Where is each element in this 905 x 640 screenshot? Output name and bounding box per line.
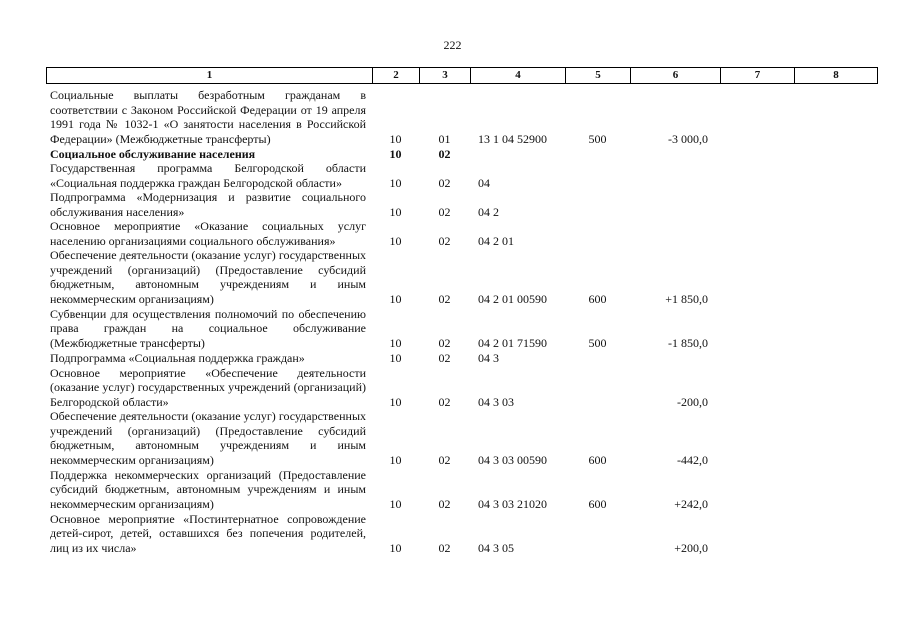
- row-subsection-code: 02: [438, 496, 451, 511]
- row-section-code: 10: [389, 540, 402, 555]
- row-col-8: [794, 219, 877, 248]
- row-subsection-code: 02: [438, 204, 451, 219]
- row-col-8: [794, 467, 877, 511]
- row-col-7: [720, 248, 794, 306]
- row-subsection-code: 02: [438, 394, 451, 409]
- column-header-8: 8: [795, 68, 878, 84]
- table-row: [46, 511, 877, 555]
- row-target-article-code: [470, 146, 565, 161]
- table-row: [46, 84, 877, 146]
- row-amount: +242,0: [674, 496, 708, 511]
- table-row: [46, 306, 877, 350]
- column-header-row: [47, 68, 878, 84]
- row-expense-type-code: [565, 161, 630, 190]
- row-col-8: [794, 306, 877, 350]
- row-col-7: [720, 306, 794, 350]
- row-subsection-code: 02: [438, 146, 451, 161]
- row-subsection-code: 02: [438, 175, 451, 190]
- row-section-code: 10: [389, 146, 402, 161]
- column-header-3: 3: [420, 68, 471, 84]
- row-expense-type-code: [565, 146, 630, 161]
- row-section-code: 10: [389, 131, 402, 146]
- row-col-8: [794, 161, 877, 190]
- row-expense-type-code: [565, 219, 630, 248]
- row-subsection-code: 02: [438, 291, 451, 306]
- row-col-7: [720, 350, 794, 365]
- table-row: [46, 161, 877, 190]
- row-col-8: [794, 146, 877, 161]
- row-expense-type-code: [565, 365, 630, 409]
- row-target-article-code: 04 3 03 21020: [478, 496, 547, 511]
- row-name: Социальное обслуживание населения: [50, 146, 256, 161]
- row-col-7: [720, 84, 794, 146]
- column-header-2: 2: [373, 68, 420, 84]
- row-section-code: 10: [389, 175, 402, 190]
- row-name: Основное мероприятие «Постинтернатное сопровождение детей-сирот, детей, оставшихся без попечения родителей, лиц из их числа»: [50, 511, 366, 555]
- row-name: Субвенции для осуществления полномочий по обеспечению права граждан на социальное обслуживание (Межбюджетные трансферты): [50, 306, 366, 350]
- row-col-7: [720, 511, 794, 555]
- table-row: [46, 219, 877, 248]
- table-row: [46, 146, 877, 161]
- row-amount: +200,0: [674, 540, 708, 555]
- row-col-8: [794, 350, 877, 365]
- row-section-code: 10: [389, 335, 402, 350]
- row-amount: [630, 146, 720, 161]
- row-col-8: [794, 190, 877, 219]
- row-col-7: [720, 161, 794, 190]
- row-name: Государственная программа Белгородской области «Социальная поддержка граждан Белгородской области»: [50, 161, 366, 190]
- row-amount: -3 000,0: [668, 131, 708, 146]
- row-amount: [630, 350, 720, 365]
- row-name: Обеспечение деятельности (оказание услуг) государственных учреждений (организаций) (Предоставление субсидий бюджетным, автономным учреждениям и иным некоммерческим организациям): [50, 248, 366, 306]
- row-amount: [630, 190, 720, 219]
- row-name: Подпрограмма «Социальная поддержка граждан»: [50, 350, 305, 365]
- row-expense-type-code: [565, 350, 630, 365]
- row-expense-type-code: [565, 511, 630, 555]
- table-row: [46, 248, 877, 306]
- row-name: Поддержка некоммерческих организаций (Предоставление субсидий бюджетным, автономным учреждениям и иным некоммерческим организациям): [50, 467, 366, 511]
- row-col-7: [720, 409, 794, 467]
- row-name: Обеспечение деятельности (оказание услуг) государственных учреждений (организаций) (Предоставление субсидий бюджетным, автономным учреждениям и иным некоммерческим организациям): [50, 409, 366, 467]
- row-amount: -442,0: [677, 452, 708, 467]
- column-header-1: 1: [47, 68, 373, 84]
- column-header-4: 4: [471, 68, 566, 84]
- row-target-article-code: 13 1 04 52900: [478, 131, 547, 146]
- row-subsection-code: 02: [438, 452, 451, 467]
- row-section-code: 10: [389, 452, 402, 467]
- row-target-article-code: 04 3 03 00590: [478, 452, 547, 467]
- column-header-5: 5: [566, 68, 631, 84]
- row-target-article-code: 04 2 01: [478, 233, 514, 248]
- row-amount: [630, 161, 720, 190]
- table-row: [46, 365, 877, 409]
- row-target-article-code: 04 3 05: [478, 540, 514, 555]
- row-amount: -200,0: [677, 394, 708, 409]
- row-subsection-code: 02: [438, 350, 451, 365]
- row-target-article-code: 04 2: [478, 204, 499, 219]
- row-expense-type-code: [565, 190, 630, 219]
- row-name: Подпрограмма «Модернизация и развитие социального обслуживания населения»: [50, 190, 366, 219]
- row-expense-type-code: 500: [588, 131, 607, 146]
- row-col-8: [794, 84, 877, 146]
- row-amount: -1 850,0: [668, 335, 708, 350]
- row-col-8: [794, 248, 877, 306]
- row-name: Основное мероприятие «Оказание социальных услуг населению организациями социального обслуживания»: [50, 219, 366, 248]
- budget-table: [46, 84, 877, 555]
- row-expense-type-code: 600: [588, 452, 607, 467]
- row-name: Социальные выплаты безработным гражданам в соответствии с Законом Российской Федерации от 19 апреля 1991 года № 1032-1 «О занятости населения в Российской Федерации» (Межбюджетные трансферты): [50, 88, 366, 146]
- row-col-7: [720, 467, 794, 511]
- row-section-code: 10: [389, 394, 402, 409]
- column-header-6: 6: [631, 68, 721, 84]
- row-section-code: 10: [389, 233, 402, 248]
- row-section-code: 10: [389, 204, 402, 219]
- column-header-table: [46, 67, 878, 84]
- row-col-8: [794, 409, 877, 467]
- row-subsection-code: 01: [438, 131, 451, 146]
- row-col-7: [720, 219, 794, 248]
- row-amount: [630, 219, 720, 248]
- row-target-article-code: 04 2 01 00590: [478, 291, 547, 306]
- row-target-article-code: 04 2 01 71590: [478, 335, 547, 350]
- row-target-article-code: 04 3: [478, 350, 499, 365]
- row-section-code: 10: [389, 291, 402, 306]
- table-row: [46, 190, 877, 219]
- row-subsection-code: 02: [438, 233, 451, 248]
- page-number: 222: [443, 38, 462, 52]
- table-row: [46, 467, 877, 511]
- row-col-7: [720, 365, 794, 409]
- row-col-7: [720, 146, 794, 161]
- row-target-article-code: 04 3 03: [478, 394, 514, 409]
- row-subsection-code: 02: [438, 540, 451, 555]
- row-amount: +1 850,0: [665, 291, 708, 306]
- row-col-7: [720, 190, 794, 219]
- row-expense-type-code: 600: [588, 496, 607, 511]
- table-row: [46, 409, 877, 467]
- row-col-8: [794, 511, 877, 555]
- row-target-article-code: 04: [478, 175, 490, 190]
- row-expense-type-code: 500: [588, 335, 607, 350]
- row-section-code: 10: [389, 350, 402, 365]
- row-expense-type-code: 600: [588, 291, 607, 306]
- row-name: Основное мероприятие «Обеспечение деятельности (оказание услуг) государственных учреждений (организаций) Белгородской области»: [50, 365, 366, 409]
- column-header-7: 7: [721, 68, 795, 84]
- table-row: [46, 350, 877, 365]
- row-subsection-code: 02: [438, 335, 451, 350]
- row-col-8: [794, 365, 877, 409]
- row-section-code: 10: [389, 496, 402, 511]
